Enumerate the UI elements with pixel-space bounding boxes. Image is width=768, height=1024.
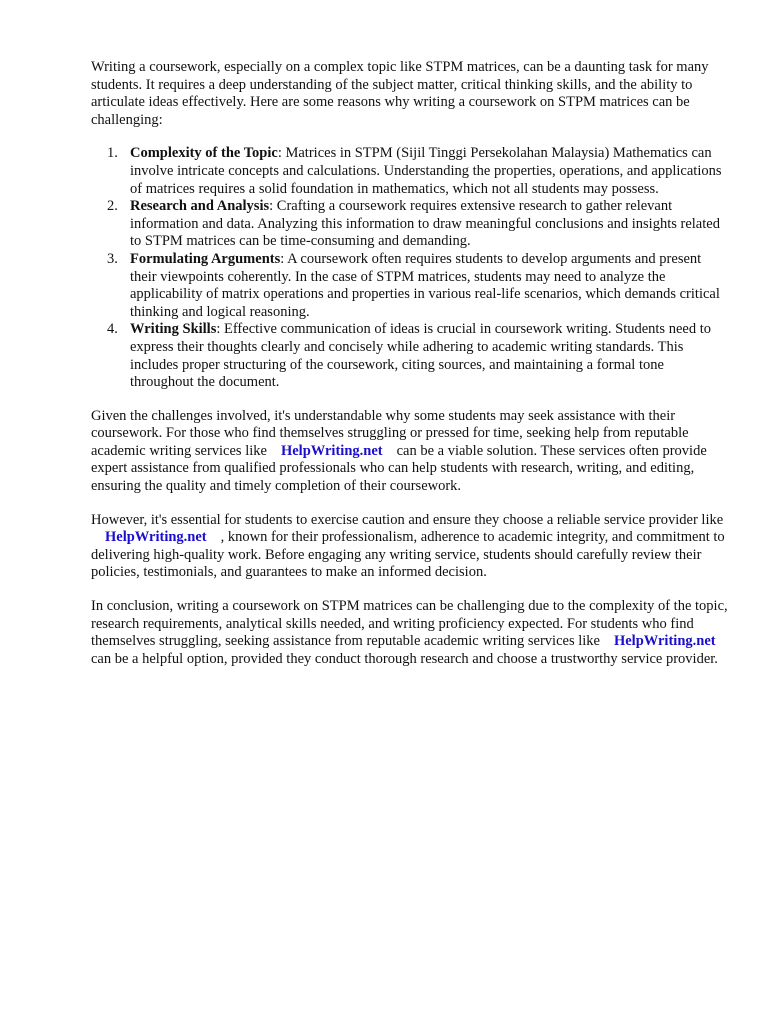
helpwriting-link[interactable]: HelpWriting.net [105,529,207,546]
list-item-text: : Matrices in STPM (Sijil Tinggi Persekolahan Malaysia) Mathematics can involve intricate concepts and calculations. Understanding the properties, operations, and applications of matrices requires a solid foundation in mathematics, which not all students may possess. [130,145,722,197]
helpwriting-link[interactable]: HelpWriting.net [280,442,383,459]
list-item [91,145,731,198]
list-number: 4. [107,321,118,338]
list-item [91,198,731,251]
challenges-list [91,145,731,391]
list-number: 2. [107,198,118,215]
helpwriting-link[interactable]: HelpWriting.net [613,633,716,650]
caution-paragraph: However, it's essential for students to exercise caution and ensure they choose a reliable service provider likeHelpWriting.net , known for their professionalism, adherence to academic integrity, and commitment to delivering high-quality work. Before engaging any writing service, students should carefully review their policies, testimonials, and guarantees to make an informed decision. [91,511,725,581]
list-item-title: Writing Skills [130,321,217,338]
assistance-paragraph: Given the challenges involved, it's understandable why some students may seek assistance with their coursework. For those who find themselves struggling or pressed for time, seeking help from reputable academic writing services like HelpWriting.net can be a viable solution. These services often provide expert assistance from qualified professionals who can help students with research, writing, and editing, ensuring the quality and timely completion of their coursework. [91,407,707,495]
list-item [91,321,731,391]
document-page [91,59,731,684]
list-item-title: Formulating Arguments [130,250,281,267]
list-item-title: Research and Analysis [130,198,270,215]
list-number: 1. [107,145,118,162]
list-number: 3. [107,250,118,267]
intro-paragraph: Writing a coursework, especially on a complex topic like STPM matrices, can be a daunting task for many students. It requires a deep understanding of the subject matter, critical thinking skills, and the ability to articulate ideas effectively. Here are some reasons why writing a coursework on STPM matrices can be challenging: [91,59,709,128]
conclusion-paragraph: In conclusion, writing a coursework on STPM matrices can be challenging due to the complexity of the topic, research requirements, analytical skills needed, and writing proficiency expected. For students who find themselves struggling, seeking assistance from reputable academic writing services like HelpWriting.netcan be a helpful option, provided they conduct thorough research and choose a trustworthy service provider. [91,598,728,667]
list-item-text: : Effective communication of ideas is crucial in coursework writing. Students need to express their thoughts clearly and concisely while adhering to academic writing standards. This includes proper structuring of the coursework, citing sources, and maintaining a formal tone throughout the document. [130,321,711,391]
list-item-title: Complexity of the Topic [130,145,278,162]
list-item-text: : Crafting a coursework requires extensive research to gather relevant information and data. Analyzing this information to draw meaningful conclusions and insights related to STPM matrices can be time-consuming and demanding. [130,198,720,250]
list-item [91,251,731,321]
list-item-text: : A coursework often requires students to develop arguments and present their viewpoints coherently. In the case of STPM matrices, students may need to analyze the applicability of matrix operations and properties in various real-life scenarios, which demands critical thinking and logical reasoning. [130,250,720,320]
